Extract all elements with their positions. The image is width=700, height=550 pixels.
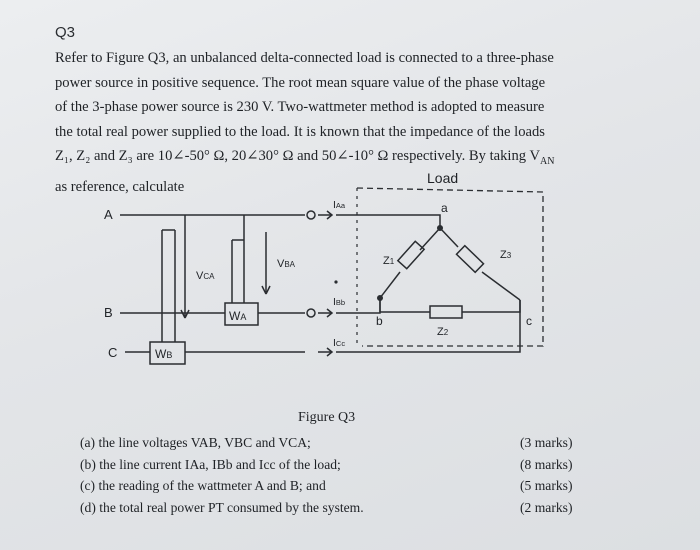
current-icc-arrow xyxy=(318,348,332,356)
current-iaa-label: IAa xyxy=(333,199,346,211)
node-a-label: a xyxy=(441,201,448,215)
ammeter-a-terminal xyxy=(307,211,315,219)
dot-marker xyxy=(334,280,337,283)
impedance-z3 xyxy=(456,246,483,273)
part-b xyxy=(80,454,600,476)
figure-caption: Figure Q3 xyxy=(298,410,356,425)
load-enclosure xyxy=(357,188,543,346)
node-a-dot xyxy=(437,225,443,231)
voltage-vca-label: VCA xyxy=(196,270,215,282)
load-label: Load xyxy=(427,170,459,186)
current-icc-label: ICc xyxy=(333,337,346,349)
delta-z3-to-c xyxy=(482,272,520,300)
part-d-text: (d) the total real power PT consumed by the system. xyxy=(80,499,364,515)
part-c-text: (c) the reading of the wattmeter A and B; and xyxy=(80,478,326,493)
part-a xyxy=(80,432,600,454)
body-line-5-main: Z₁, Z₂ and Z₃ are 10∠-50° Ω, 20∠30° Ω and 50∠-10° Ω respectively. By taking V xyxy=(55,148,540,165)
line-a-to-node-a xyxy=(357,215,440,228)
delta-a-to-z3 xyxy=(440,228,458,247)
current-ibb-label: IBb xyxy=(333,296,346,308)
body-line-1: Refer to Figure Q3, an unbalanced delta-connected load is connected to a three-phase xyxy=(55,50,554,66)
part-b-marks: (8 marks) xyxy=(520,456,573,472)
impedance-z1 xyxy=(398,241,424,268)
body-line-6: as reference, calculate xyxy=(55,178,185,195)
ammeter-b-terminal xyxy=(307,309,315,317)
delta-z1-to-b xyxy=(380,272,400,298)
current-ibb-arrow xyxy=(318,309,332,317)
impedance-z3-label: Z3 xyxy=(500,249,512,261)
part-d-marks: (2 marks) xyxy=(520,499,573,515)
body-line-2: power source in positive sequence. The root mean square value of the phase voltage xyxy=(55,74,546,91)
wattmeter-wb-label: WB xyxy=(155,347,173,361)
part-a-marks: (3 marks) xyxy=(520,435,573,450)
node-b-label: b xyxy=(376,314,383,328)
part-c-marks: (5 marks) xyxy=(520,478,573,493)
question-parts xyxy=(80,432,600,518)
impedance-z2 xyxy=(430,306,462,318)
node-c-label: c xyxy=(526,314,532,328)
line-a-label: A xyxy=(104,207,113,222)
voltage-vba-label: VBA xyxy=(277,258,296,270)
part-d xyxy=(80,497,600,519)
part-c xyxy=(80,475,600,497)
wattmeter-wa-label: WA xyxy=(229,309,247,323)
body-line-3: of the 3-phase power source is 230 V. Two-wattmeter method is adopted to measure xyxy=(55,99,545,116)
part-b-text: (b) the line current IAa, IBb and Icc of the load; xyxy=(80,456,341,472)
delta-a-to-z1 xyxy=(420,228,440,250)
line-c-label: C xyxy=(108,345,118,360)
impedance-z2-label: Z2 xyxy=(437,326,449,338)
question-number: Q3 xyxy=(55,24,76,41)
line-c-to-node-c xyxy=(336,300,520,352)
line-b-label: B xyxy=(104,305,113,320)
body-line-5-subscript: AN xyxy=(540,156,555,168)
part-a-text: (a) the line voltages VAB, VBC and VCA; xyxy=(80,435,311,450)
current-iaa-arrow xyxy=(318,211,332,219)
body-line-4: the total real power supplied to the load. It is known that the impedance of the loads xyxy=(55,123,545,140)
node-b-dot xyxy=(377,295,383,301)
impedance-z1-label: Z1 xyxy=(383,255,395,267)
